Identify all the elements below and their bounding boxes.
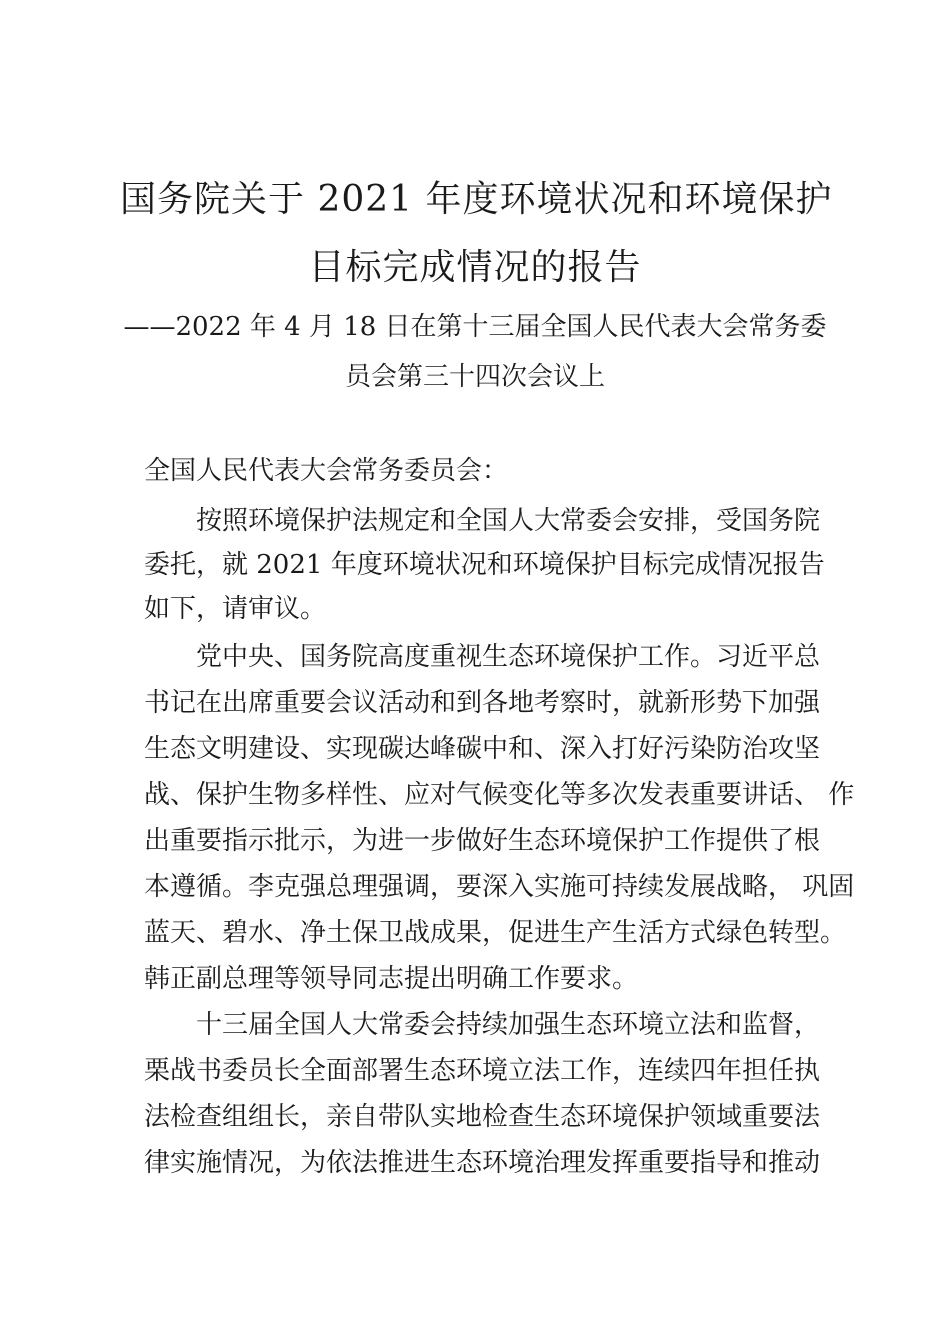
document-title-line-2: 目标完成情况的报告: [308, 247, 642, 288]
paragraph-2-line: 出重要指示批示，为进一步做好生态环境保护工作提供了根: [144, 826, 821, 856]
document-title-line-1: 国务院关于 2021 年度环境状况和环境保护: [120, 179, 833, 220]
paragraph-3-line: 律实施情况，为依法推进生态环境治理发挥重要指导和推动: [144, 1148, 821, 1178]
salutation: 全国人民代表大会常务委员会：: [144, 456, 509, 486]
document-subtitle-line-2: 员会第三十四次会议上: [344, 362, 605, 392]
paragraph-2-line: 党中央、国务院高度重视生态环境保护工作。习近平总: [196, 642, 821, 672]
paragraph-1-line: 如下，请审议。: [144, 594, 327, 624]
paragraph-3-line: 栗战书委员长全面部署生态环境立法工作，连续四年担任执: [144, 1056, 821, 1086]
paragraph-2-line: 韩正副总理等领导同志提出明确工作要求。: [144, 964, 639, 994]
paragraph-2-line: 书记在出席重要会议活动和到各地考察时，就新形势下加强: [144, 688, 821, 718]
paragraph-2-line: 战、保护生物多样性、应对气候变化等多次发表重要讲话、 作: [144, 780, 855, 810]
paragraph-2-line: 蓝天、碧水、净土保卫战成果，促进生产生活方式绿色转型。: [144, 918, 847, 948]
paragraph-2-line: 生态文明建设、实现碳达峰碳中和、深入打好污染防治攻坚: [144, 734, 821, 764]
document-subtitle-line-1: ——2022 年 4 月 18 日在第十三届全国人民代表大会常务委: [123, 312, 827, 342]
paragraph-3-line: 法检查组组长，亲自带队实地检查生态环境保护领域重要法: [144, 1102, 821, 1132]
paragraph-1-line: 委托，就 2021 年度环境状况和环境保护目标完成情况报告: [144, 550, 825, 580]
paragraph-3-line: 十三届全国人大常委会持续加强生态环境立法和监督，: [196, 1010, 821, 1040]
paragraph-1-line: 按照环境保护法规定和全国人大常委会安排，受国务院: [196, 506, 821, 536]
paragraph-2-line: 本遵循。李克强总理强调，要深入实施可持续发展战略， 巩固: [144, 872, 855, 902]
